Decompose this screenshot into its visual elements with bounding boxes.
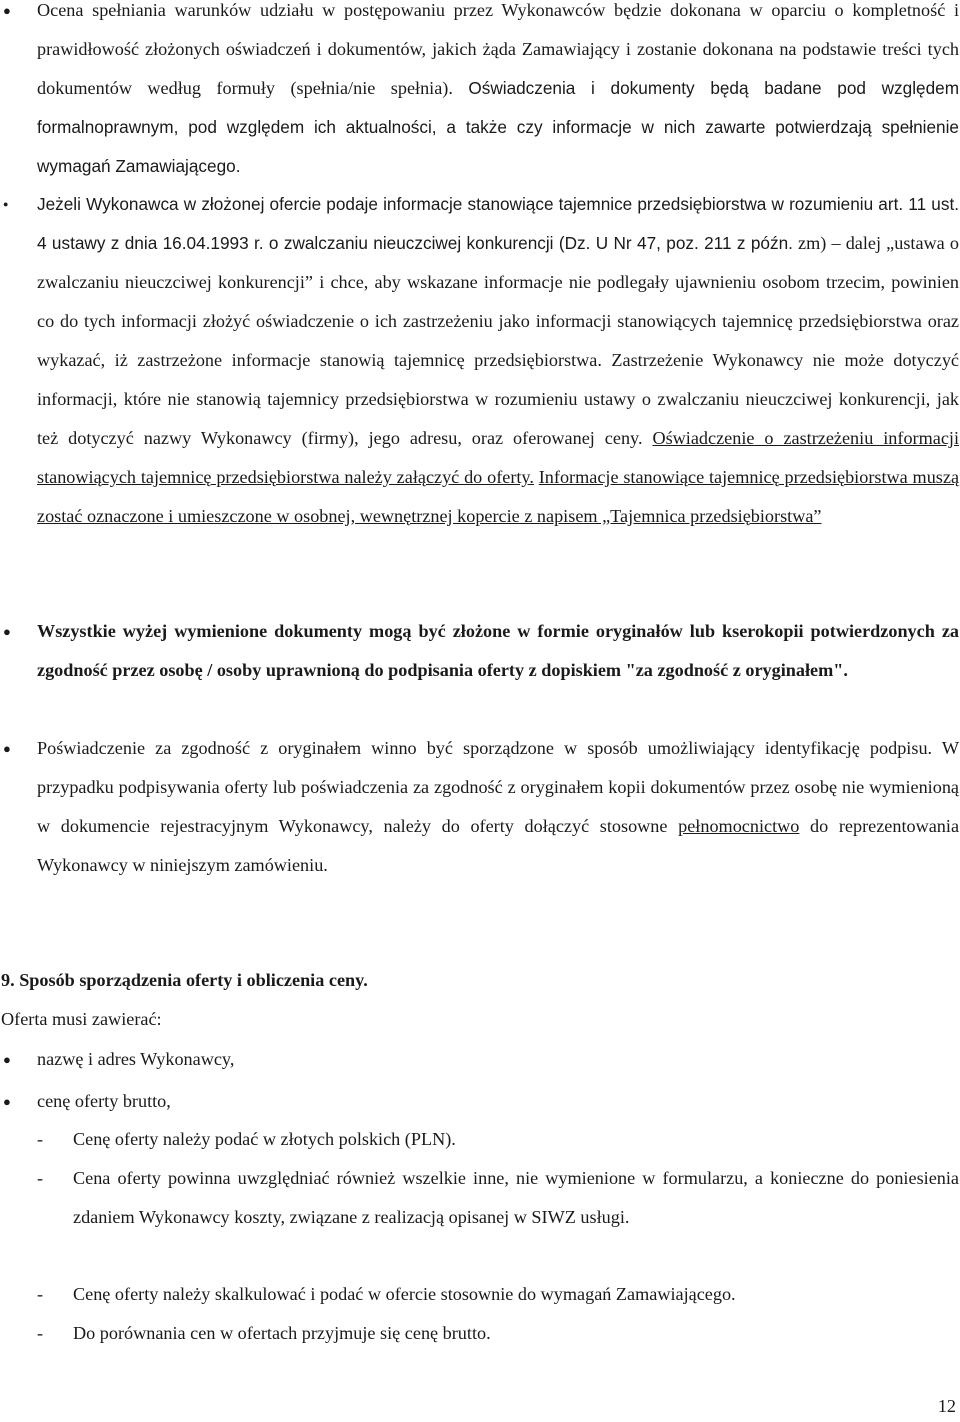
list-item-gross-price: cenę oferty brutto, [37, 1091, 171, 1111]
dash-marker: - [37, 1168, 44, 1188]
paragraph-certification-text-a: Poświadczenie za zgodność z oryginałem winno być sporządzone w sposób umożliwiający identyfikację podpisu. W przypadku podpisywania oferty lub poświadczenia za zgodność z oryginałem kopii dokumentów przez osobę nie wymienioną w dokumencie rejestracyjnym Wykonawcy, należy do oferty dołączyć stosowne [37, 738, 959, 836]
dash-marker: - [37, 1284, 44, 1304]
bullet-icon: ● [3, 3, 11, 18]
paragraph-evaluation [37, 0, 959, 186]
underlined-power-of-attorney: pełnomocnictwo [678, 816, 800, 836]
bullet-icon: ● [3, 741, 11, 756]
bullet-icon: ● [3, 199, 9, 209]
paragraph-evaluation-text-a: Ocena spełniania warunków udziału w postępowaniu przez Wykonawców będzie dokonana w oparciu o kompletność i prawidłowość złożonych oświadczeń i dokumentów, jakich żąda Zamawiający i zostanie dokonana na podstawie treści tych dokumentów według formuły (spełnia/nie spełnia). [37, 0, 959, 98]
dash-item-costs: Cena oferty powinna uwzględniać również wszelkie inne, nie wymienione w formularzu, a konieczne do poniesienia zdaniem Wykonawcy koszty, związane z realizacją opisanej w SIWZ usługi. [73, 1168, 959, 1227]
page-number: 12 [937, 1396, 956, 1416]
paragraph-trade-secret [37, 185, 959, 536]
paragraph-documents-bold: Wszystkie wyżej wymienione dokumenty mogą być złożone w formie oryginałów lub kserokopii potwierdzonych za zgodność przez osobę / osoby uprawnioną do podpisania oferty z dopiskiem "za zgodność z oryginałem". [37, 621, 959, 680]
dash-marker: - [37, 1129, 44, 1149]
underlined-statement-a: Oświadczenie o zastrzeżeniu informacji stanowiących tajemnicę przedsiębiorstwa należy załączyć do oferty. [37, 428, 959, 487]
bullet-icon: ● [3, 1052, 11, 1067]
paragraph-certification [37, 729, 959, 885]
section-heading: 9. Sposób sporządzenia oferty i obliczenia ceny. [1, 970, 368, 990]
paragraph-evaluation-text-b: Oświadczenia i dokumenty będą badane pod względem formalnoprawnym, pod względem ich aktualności, a także czy informacje w nich zawarte potwierdzają spełnienie wymagań Zamawiającego. [37, 78, 960, 176]
paragraph-trade-secret-text-b: zm) – dalej „ustawa o zwalczaniu nieuczciwej konkurencji” i chce, aby wskazane informacje nie podlegały ujawnieniu osobom trzecim, powinien co do tych informacji złożyć oświadczenie o ich zastrzeżeniu jako informacji stanowiących tajemnicę przedsiębiorstwa oraz wykazać, iż zastrzeżone informacje stanowią tajemnicę przedsiębiorstwa. Zastrzeżenie Wykonawcy nie może dotyczyć informacji, które nie stanowią tajemnicy przedsiębiorstwa w rozumieniu ustawy o zwalczaniu nieuczciwej konkurencji, jak też dotyczyć nazwy Wykonawcy (firmy), jego adresu, oraz oferowanej ceny. [37, 233, 959, 448]
dash-item-currency: Cenę oferty należy podać w złotych polskich (PLN). [73, 1129, 456, 1149]
dash-item-gross-comparison: Do porównania cen w ofertach przyjmuje się cenę brutto. [73, 1323, 491, 1343]
section-intro: Oferta musi zawierać: [1, 1009, 162, 1029]
dash-marker: - [37, 1323, 44, 1343]
bullet-icon: ● [3, 624, 11, 639]
list-item-name-address: nazwę i adres Wykonawcy, [37, 1049, 235, 1069]
underlined-statement-b: Informacje stanowiące tajemnicę przedsiębiorstwa muszą zostać oznaczone i umieszczone w osobnej, wewnętrznej kopercie z napisem „Tajemnica przedsiębiorstwa” [37, 467, 960, 526]
paragraph-certification-text-b: do reprezentowania Wykonawcy w niniejszym zamówieniu. [37, 816, 960, 875]
paragraph-trade-secret-text-a: Jeżeli Wykonawca w złożonej ofercie podaje informacje stanowiące tajemnice przedsiębiorstwa w rozumieniu art. 11 ust. 4 ustawy z dnia 16.04.1993 r. o zwalczaniu nieuczciwej konkurencji (Dz. U Nr 47, poz. 211 z późn. [37, 194, 959, 253]
dash-item-calculation: Cenę oferty należy skalkulować i podać w ofercie stosownie do wymagań Zamawiającego. [73, 1284, 736, 1304]
bullet-icon: ● [3, 1094, 11, 1109]
